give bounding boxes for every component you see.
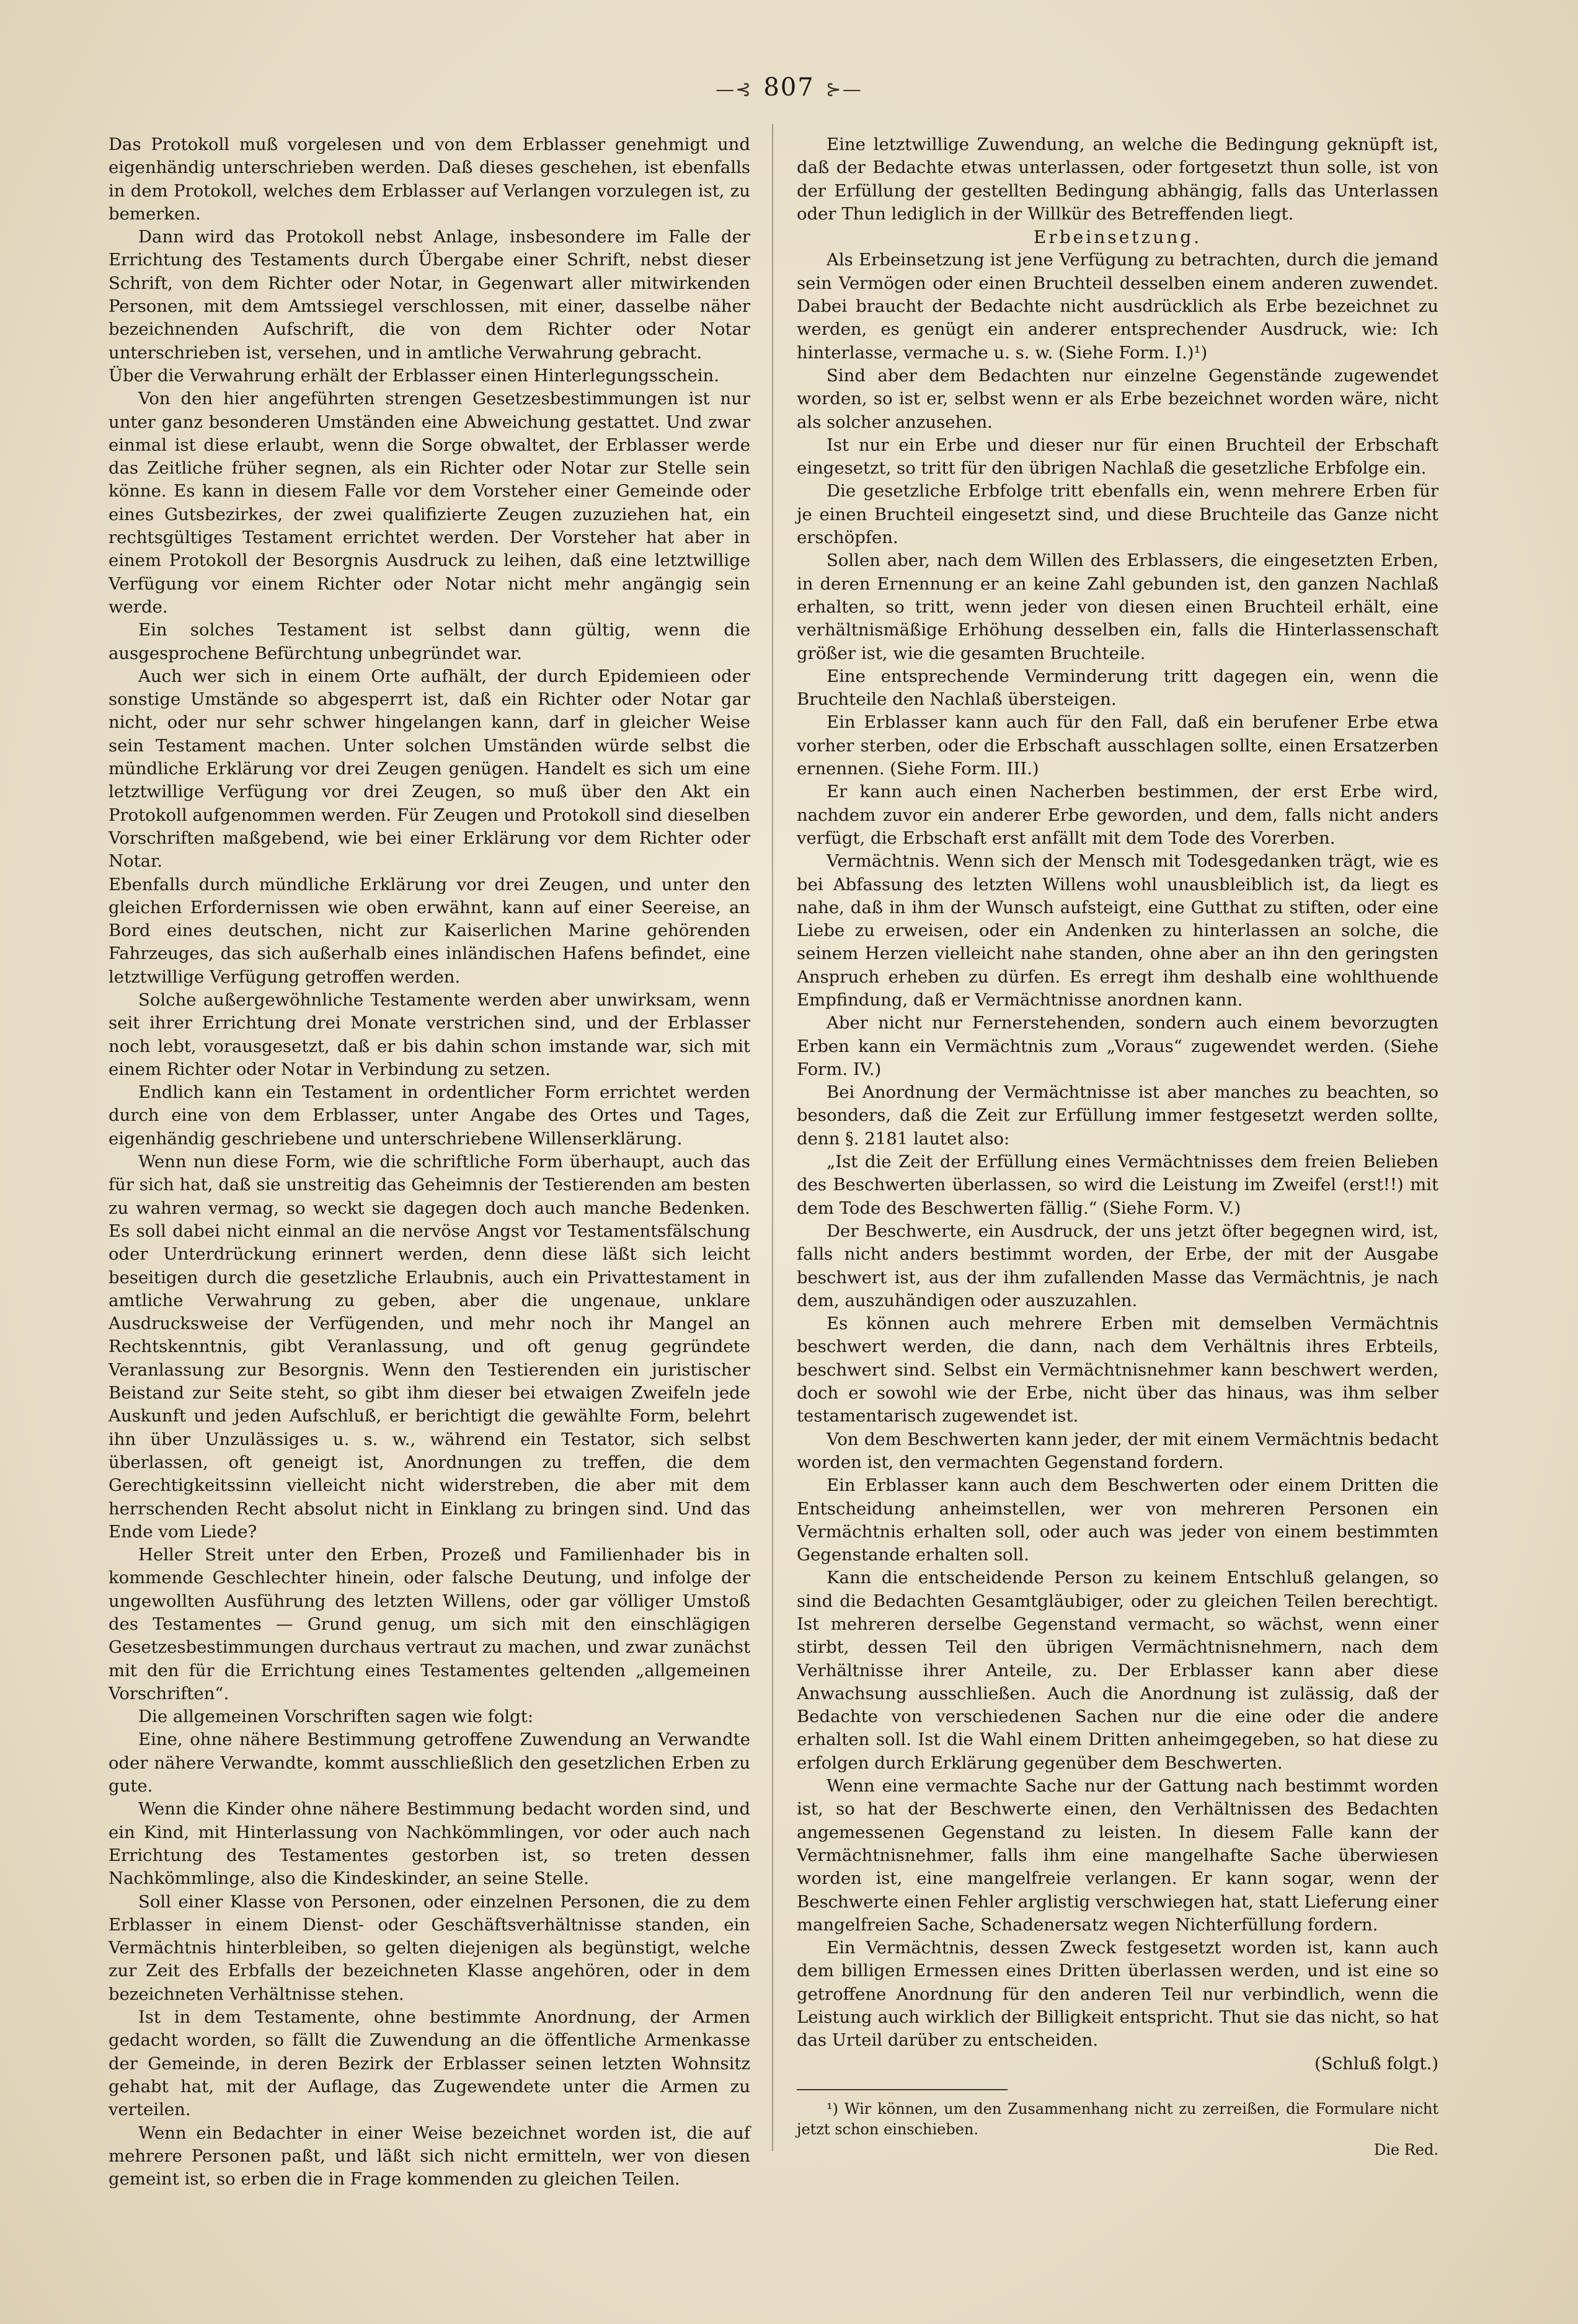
page-number: 807 [763,73,815,102]
paragraph: Ein solches Testament ist selbst dann gültig, wenn die ausgesprochene Befürchtung unbegründet war. [109,620,750,663]
paragraph: Endlich kann ein Testament in ordentlicher Form errichtet werden durch eine von dem Erblasser, unter Angabe des Ortes und Tages, eigenhändig geschriebene und unterschriebene Willenserklärung. [109,1082,750,1149]
right-column [797,133,1438,2160]
paragraph: Ebenfalls durch mündliche Erklärung vor drei Zeugen, und unter den gleichen Erfordernissen wie oben erwähnt, kann auf einer Seereise, an Bord eines deutschen, nicht zur Kaiserlichen Marine gehörenden Fahrzeuges, das sich außerhalb eines inländischen Hafens befindet, eine letztwillige Verfügung getroffen werden. [109,874,750,987]
paragraph: Wenn die Kinder ohne nähere Bestimmung bedacht worden sind, und ein Kind, mit Hinterlassung von Nachkömmlingen, vor oder auch nach Errichtung des Testamentes gestorben ist, so treten dessen Nachkömmlinge, also die Kindeskinder, an seine Stelle. [109,1799,750,1889]
paragraph: Der Beschwerte, ein Ausdruck, der uns jetzt öfter begegnen wird, ist, falls nicht anders bestimmt worden, der Erbe, der mit der Ausgabe beschwert ist, aus der ihm zufallenden Masse das Vermächtnis, je nach dem, auszuhändigen oder auszuzahlen. [797,1221,1438,1310]
paragraph: Sind aber dem Bedachten nur einzelne Gegenstände zugewendet worden, so ist er, selbst wenn er als Erbe bezeichnet worden wäre, nicht als solcher anzusehen. [797,365,1438,432]
paragraph: Soll einer Klasse von Personen, oder einzelnen Personen, die zu dem Erblasser in einem Dienst- oder Geschäftsverhältnisse standen, ein Vermächtnis hinterbleiben, so gelten diejenigen als begünstigt, welche zur Zeit des Erbfalls der bezeichneten Klasse angehören, oder in dem bezeichneten Verhältnisse stehen. [109,1891,750,2004]
paragraph: Bei Anordnung der Vermächtnisse ist aber manches zu beachten, so besonders, daß die Zeit zur Erfüllung immer festgesetzt werden sollte, denn §. 2181 lautet also: [797,1082,1438,1149]
ornament-left: —⊰ [716,79,753,100]
paragraph: Eine, ohne nähere Bestimmung getroffene Zuwendung an Verwandte oder nähere Verwandte, kommt ausschließlich den gesetzlichen Erben zu gute. [109,1730,750,1796]
quoted-law-paragraph: „Ist die Zeit der Erfüllung eines Vermächtnisses dem freien Belieben des Beschwerten überlassen, so wird die Leistung im Zweifel (erst!!) mit dem Tode des Beschwerten fällig.“ (Siehe Form. V.) [797,1152,1438,1218]
paragraph: Auch wer sich in einem Orte aufhält, der durch Epidemieen oder sonstige Umstände so abgesperrt ist, daß ein Richter oder Notar gar nicht, oder nur sehr schwer hingelangen kann, darf in gleicher Weise sein Testament machen. Unter solchen Umständen würde selbst die mündliche Erklärung vor drei Zeugen genügen. Handelt es sich um eine letztwillige Verfügung vor drei Zeugen, so muß über den Akt ein Protokoll aufgenommen werden. Für Zeugen und Protokoll sind dieselben Vorschriften maßgebend, wie bei einer Erklärung vor dem Richter oder Notar. [109,666,750,872]
paragraph: Ein Vermächtnis, dessen Zweck festgesetzt worden ist, kann auch dem billigen Ermessen eines Dritten überlassen werden, und ist eine so getroffene Anordnung für den anderen Teil nur verbindlich, wenn die Leistung auch wirklich der Billigkeit entspricht. Thut sie das nicht, so hat das Urteil darüber zu entscheiden. [797,1938,1438,2051]
paragraph: Ein Erblasser kann auch für den Fall, daß ein berufener Erbe etwa vorher sterben, oder die Erbschaft ausschlagen sollte, einen Ersatzerben ernennen. (Siehe Form. III.) [797,712,1438,779]
left-column [109,133,750,2191]
ornament-right: ⊱— [825,79,862,100]
paragraph: Kann die entscheidende Person zu keinem Entschluß gelangen, so sind die Bedachten Gesamtgläubiger, oder zu gleichen Teilen berechtigt. Ist mehreren derselbe Gegenstand vermacht, so wächst, wenn einer stirbt, dessen Teil den übrigen Vermächtnisnehmern, nach dem Verhältnisse ihrer Anteile, zu. Der Erblasser kann aber diese Anwachsung ausschließen. Auch die Anordnung ist zulässig, daß der Bedachte von verschiedenen Sachen nur die eine oder die andere erhalten soll. Ist die Wahl einem Dritten anheimgegeben, so hat diese zu erfolgen durch Erklärung gegenüber dem Beschwerten. [797,1568,1438,1773]
footnote-rule [797,2089,1008,2090]
paragraph: Von den hier angeführten strengen Gesetzesbestimmungen ist nur unter ganz besonderen Umständen eine Abweichung gestattet. Und zwar einmal ist diese erlaubt, wenn die Sorge obwaltet, der Erblasser werde das Zeitliche früher segnen, als ein Richter oder Notar zur Stelle sein könne. Es kann in diesem Falle vor dem Vorsteher einer Gemeinde oder eines Gutsbezirkes, der zwei qualifizierte Zeugen zuzuziehen hat, ein rechtsgültiges Testament errichtet werden. Der Vorsteher hat aber in einem Protokoll der Besorgnis Ausdruck zu leihen, daß eine letztwillige Verfügung vor einem Richter oder Notar nicht mehr angängig sein werde. [109,389,750,617]
paragraph: Von dem Beschwerten kann jeder, der mit einem Vermächtnis bedacht worden ist, den vermachten Gegenstand fordern. [797,1429,1438,1472]
paragraph: Ist nur ein Erbe und dieser nur für einen Bruchteil der Erbschaft eingesetzt, so tritt für den übrigen Nachlaß die gesetzliche Erbfolge ein. [797,435,1438,479]
continuation-note: (Schluß folgt.) [1314,2053,1438,2074]
paragraph: Sollen aber, nach dem Willen des Erblassers, die eingesetzten Erben, in deren Ernennung er an keine Zahl gebunden ist, den ganzen Nachlaß erhalten, so tritt, wenn jeder von diesen einen Bruchteil erhält, eine verhältnismäßige Erhöhung desselben ein, falls die Hinterlassenschaft größer ist, wie die gesamten Bruchteile. [797,550,1438,663]
paragraph: Wenn eine vermachte Sache nur der Gattung nach bestimmt worden ist, so hat der Beschwerte einen, den Verhältnissen des Bedachten angemessenen Gegenstand zu leisten. In diesem Falle kann der Vermächtnisnehmer, falls ihm eine mangelhafte Sache überwiesen worden ist, eine mangelfreie verlangen. Er kann sogar, wenn der Beschwerte einen Fehler arglistig verschwiegen hat, statt Lieferung einer mangelfreien Sache, Schadenersatz wegen Nichterfüllung fordern. [797,1776,1438,1935]
paragraph: Vermächtnis. Wenn sich der Mensch mit Todesgedanken trägt, wie es bei Abfassung des letzten Willens wohl unausbleiblich ist, da liegt es nahe, daß in ihm der Wunsch aufsteigt, eine Gutthat zu stiften, oder eine Liebe zu erweisen, oder ein Andenken zu hinterlassen an solche, die seinem Herzen vielleicht nahe standen, ohne aber an ihn den geringsten Anspruch erheben zu dürfen. Es erregt ihm deshalb eine wohlthuende Empfindung, daß er Vermächtnisse anordnen kann. [797,851,1438,1010]
paragraph: Ein Erblasser kann auch dem Beschwerten oder einem Dritten die Entscheidung anheimstellen, wer von mehreren Personen ein Vermächtnis erhalten soll, oder auch was jeder von einem bestimmten Gegenstande erhalten soll. [797,1475,1438,1565]
column-divider [772,124,773,2151]
paragraph: Über die Verwahrung erhält der Erblasser einen Hinterlegungsschein. [109,365,719,386]
paragraph: Er kann auch einen Nacherben bestimmen, der erst Erbe wird, nachdem zuvor ein anderer Erbe geworden, und dem, falls nicht anders verfügt, die Erbschaft erst anfällt mit dem Tode des Vorerben. [797,782,1438,848]
paragraph: Wenn ein Bedachter in einer Weise bezeichnet worden ist, die auf mehrere Personen paßt, und läßt sich nicht ermitteln, wer von diesen gemeint ist, so erben die in Frage kommenden zu gleichen Teilen. [109,2123,750,2189]
paragraph: Aber nicht nur Fernerstehenden, sondern auch einem bevorzugten Erben kann ein Vermächtnis zum „Voraus“ zugewendet werden. (Siehe Form. IV.) [797,1013,1438,1079]
paragraph: Das Protokoll muß vorgelesen und von dem Erblasser genehmigt und eigenhändig unterschrieben werden. Daß dieses geschehen, ist ebenfalls in dem Protokoll, welches dem Erblasser auf Verlangen vorzulegen ist, zu bemerken. [109,135,750,224]
paragraph: Es können auch mehrere Erben mit demselben Vermächtnis beschwert werden, die dann, nach dem Verhältnis ihres Erbteils, beschwert sind. Selbst ein Vermächtnisnehmer kann beschwert werden, doch er sowohl wie der Erbe, nicht über das hinaus, was ihm selber testamentarisch zugewendet ist. [797,1314,1438,1426]
paragraph: Heller Streit unter den Erben, Prozeß und Familienhader bis in kommende Geschlechter hinein, oder falsche Deutung, und infolge der ungewollten Ausführung des letzten Willens, oder gar völliger Umstoß des Testamentes — Grund genug, um sich mit den einschlägigen Gesetzesbestimmungen durchaus vertraut zu machen, und zwar zunächst mit den für die Errichtung eines Testamentes geltenden „allgemeinen Vorschriften“. [109,1545,750,1703]
paragraph: Solche außergewöhnliche Testamente werden aber unwirksam, wenn seit ihrer Errichtung drei Monate verstrichen sind, und der Erblasser noch lebt, vorausgesetzt, daß er bis dahin schon imstande war, sich mit einem Richter oder Notar in Verbindung zu setzen. [109,989,750,1079]
footnote-signature: Die Red. [1373,2141,1438,2158]
paragraph: Wenn nun diese Form, wie die schriftliche Form überhaupt, auch das für sich hat, daß sie unstreitig das Geheimnis der Testierenden am besten zu wahren vermag, so weckt sie dagegen doch auch manche Bedenken. Es soll dabei nicht einmal an die nervöse Angst vor Testamentsfälschung oder Unterdrückung erinnert werden, denn diese läßt sich leicht beseitigen durch die gesetzliche Erlaubnis, auch ein Privattestament in amtliche Verwahrung zu geben, aber die ungenaue, unklare Ausdrucksweise der Verfügenden, und mehr noch ihr Mangel an Rechtskenntnis, gibt Veranlassung, und oft genug gegründete Veranlassung zur Besorgnis. Wenn den Testierenden ein juristischer Beistand zur Seite steht, so gibt ihm dieser bei etwaigen Zweifeln jede Auskunft und jeden Aufschluß, er berichtigt die gewählte Form, belehrt ihn über Unzulässiges u. s. w., während ein Testator, sich selbst überlassen, oft geneigt ist, Anordnungen zu treffen, die dem Gerechtigkeitssinn vielleicht nicht widerstreben, die aber mit dem herrschenden Recht absolut nicht in Einklang zu bringen sind. Und das Ende vom Liede? [109,1152,750,1542]
paragraph: Die allgemeinen Vorschriften sagen wie folgt: [138,1707,534,1727]
paragraph: Die gesetzliche Erbfolge tritt ebenfalls ein, wenn mehrere Erben für je einen Bruchteil eingesetzt sind, und diese Bruchteile das Ganze nicht erschöpfen. [797,481,1438,548]
footnote: ¹) Wir können, um den Zusammenhang nicht zu zerreißen, die Formulare nicht jetzt schon einschieben. [797,2100,1438,2138]
paragraph: Dann wird das Protokoll nebst Anlage, insbesondere im Falle der Errichtung des Testaments durch Übergabe einer Schrift, nebst dieser Schrift, von dem Richter oder Notar, in Gegenwart aller mitwirkenden Personen, mit dem Amtssiegel verschlossen, mit einer, dasselbe näher bezeichnenden Aufschrift, die von dem Richter oder Notar unterschrieben ist, versehen, und in amtliche Verwahrung gebracht. [109,227,750,363]
paragraph: Eine letztwillige Zuwendung, an welche die Bedingung geknüpft ist, daß der Bedachte etwas unterlassen, oder fortgesetzt thun solle, ist von der Erfüllung der gestellten Bedingung abhängig, falls das Unterlassen oder Thun lediglich in der Willkür des Betreffenden liegt. [797,135,1438,224]
paragraph: Eine entsprechende Verminderung tritt dagegen ein, wenn die Bruchteile den Nachlaß übersteigen. [797,666,1438,710]
page-header [0,73,1578,102]
paragraph: Als Erbeinsetzung ist jene Verfügung zu betrachten, durch die jemand sein Vermögen oder einen Bruchteil desselben einem anderen zuwendet. Dabei braucht der Bedachte nicht ausdrücklich als Erbe bezeichnet zu werden, es genügt ein anderer entsprechender Ausdruck, wie: Ich hinterlasse, vermache u. s. w. (Siehe Form. I.)¹) [797,250,1438,363]
section-heading: Erbeinsetzung. [1033,227,1202,248]
paragraph: Ist in dem Testamente, ohne bestimmte Anordnung, der Armen gedacht worden, so fällt die Zuwendung an die öffentliche Armenkasse der Gemeinde, in deren Bezirk der Erblasser seinen letzten Wohnsitz gehabt hat, mit der Auflage, das Zugewendete unter die Armen zu verteilen. [109,2007,750,2120]
